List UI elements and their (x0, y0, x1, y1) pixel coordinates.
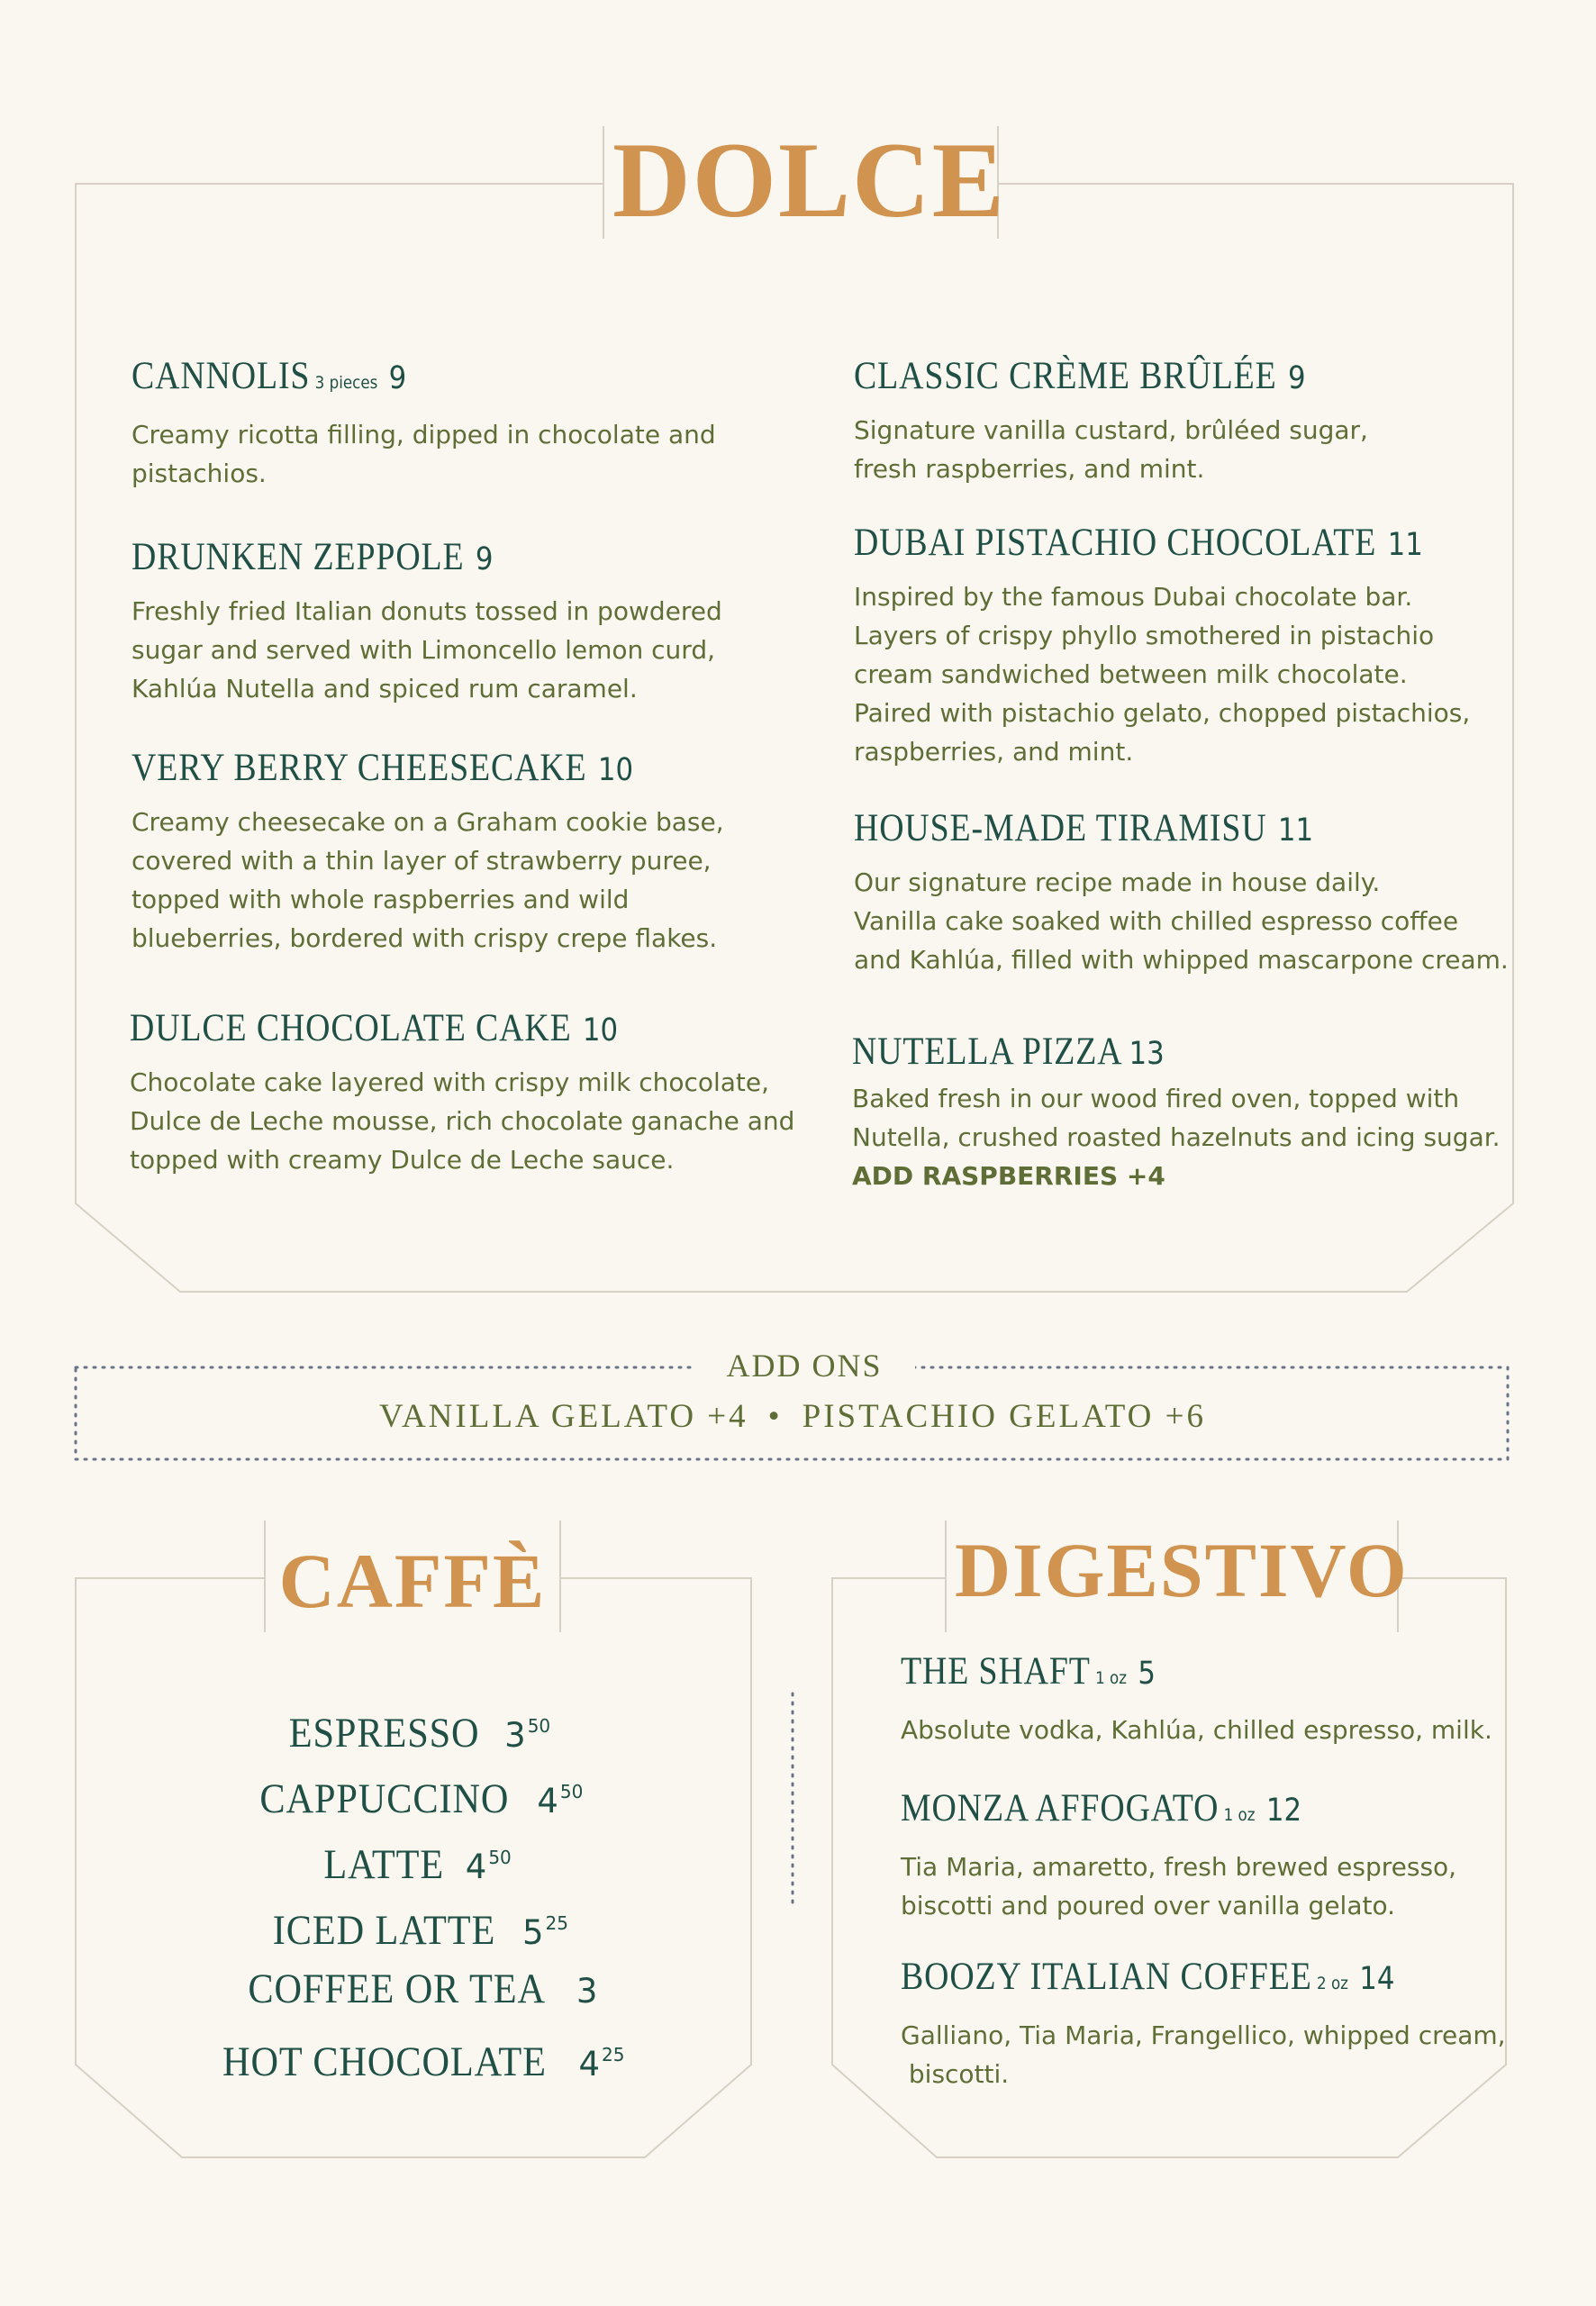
description-line: fresh raspberries, and mint. (854, 454, 1205, 484)
item-price (522, 1913, 568, 1952)
item-name: DRUNKEN ZEPPOLE (131, 536, 465, 578)
item-name: CANNOLIS (131, 355, 311, 397)
item-price (578, 2045, 624, 2084)
description-line: covered with a thin layer of strawberry puree, (131, 846, 712, 876)
item-name: CLASSIC CRÈME BRÛLÉE (854, 355, 1277, 397)
item-price: 11 (1277, 813, 1314, 849)
menu-item-nutella-pizza (852, 1027, 1501, 1195)
addon-separator: • (767, 1398, 783, 1435)
digestivo-item-boozy-italian-coffee (901, 1952, 1506, 2093)
item-title (130, 1003, 715, 1056)
item-title (901, 1647, 1421, 1703)
description-line: and Kahlúa, filled with whipped mascarpone cream. (854, 945, 1509, 975)
item-price: 9 (1287, 360, 1306, 396)
price-dollars: 3 (504, 1716, 526, 1755)
menu-item-dulce-chocolate-cake (130, 1003, 794, 1179)
item-price (504, 1716, 550, 1755)
menu-item-cannolis (131, 351, 716, 493)
item-title (852, 1027, 1422, 1079)
add-raspberries-note: ADD RASPBERRIES +4 (852, 1161, 1165, 1191)
item-name: VERY BERRY CHEESECAKE (131, 747, 587, 789)
description-line: blueberries, bordered with crispy crepe flakes. (131, 923, 718, 953)
description-line: Our signature recipe made in house daily. (854, 867, 1381, 897)
description-line: Dulce de Leche mousse, rich chocolate ganache and (130, 1106, 795, 1136)
price-dollars: 4 (578, 2045, 600, 2084)
item-description (131, 415, 716, 493)
item-price: 9 (475, 541, 494, 577)
item-name: CAPPUCCINO (259, 1775, 509, 1822)
price-cents: 25 (545, 1912, 568, 1934)
addon-pistachio-gelato: PISTACHIO GELATO +6 (802, 1398, 1206, 1435)
item-quantity: 3 pieces (314, 373, 378, 393)
description-line: Nutella, crushed roasted hazelnuts and icing sugar. (852, 1122, 1501, 1152)
price-dollars: 4 (537, 1782, 558, 1820)
description-line: topped with creamy Dulce de Leche sauce. (130, 1145, 675, 1175)
item-name: THE SHAFT (901, 1650, 1091, 1693)
description-line: topped with whole raspberries and wild (131, 885, 630, 914)
description-line: Absolute vodka, Kahlúa, chilled espresso, milk. (901, 1715, 1492, 1745)
description-line: Kahlúa Nutella and spiced rum caramel. (131, 674, 638, 704)
addon-vanilla-gelato: VANILLA GELATO +4 (379, 1398, 748, 1435)
item-description (131, 803, 724, 958)
item-title (854, 803, 1430, 856)
item-title (854, 351, 1306, 404)
price-cents: 25 (601, 2044, 625, 2065)
description-line: Freshly fried Italian donuts tossed in powdered (131, 596, 722, 626)
item-price (576, 1972, 598, 2011)
item-quantity: 1 oz (1223, 1805, 1256, 1825)
item-description (852, 1079, 1501, 1195)
item-description (901, 1848, 1456, 1925)
item-price: 10 (582, 1012, 619, 1049)
item-title (901, 1952, 1433, 2009)
item-price: 5 (1138, 1656, 1156, 1692)
item-name: DUBAI PISTACHIO CHOCOLATE (854, 522, 1377, 564)
description-line: sugar and served with Limoncello lemon curd, (131, 635, 715, 665)
caffe-item-cappuccino (81, 1759, 748, 1825)
item-name: HOUSE-MADE TIRAMISU (854, 807, 1267, 849)
item-name: ESPRESSO (288, 1710, 480, 1757)
item-quantity: 1 oz (1095, 1668, 1128, 1688)
item-name: COFFEE OR TEA (247, 1966, 546, 2012)
description-line: Creamy cheesecake on a Graham cookie base, (131, 807, 724, 837)
dolce-title: DOLCE (612, 120, 1006, 240)
item-price: 10 (597, 752, 634, 788)
item-title (854, 518, 1423, 570)
description-line: Chocolate cake layered with crispy milk chocolate, (130, 1067, 770, 1097)
item-name: BOOZY ITALIAN COFFEE (901, 1956, 1312, 1998)
item-title (131, 351, 646, 408)
digestivo-item-monza-affogato (901, 1784, 1456, 1925)
caffe-item-hot-chocolate (81, 2022, 748, 2088)
description-line: Vanilla cake soaked with chilled espresso coffee (854, 906, 1459, 936)
item-name: HOT CHOCOLATE (222, 2038, 547, 2085)
item-price (466, 1848, 512, 1886)
description-line: Signature vanilla custard, brûléed sugar, (854, 415, 1368, 445)
description-line: raspberries, and mint. (854, 737, 1134, 767)
addons-list (77, 1394, 1508, 1440)
addons-label: ADD ONS (694, 1342, 915, 1389)
item-title (131, 743, 653, 795)
price-dollars: 5 (521, 1913, 544, 1952)
item-title (131, 532, 651, 585)
item-description (854, 411, 1368, 488)
item-price: 11 (1387, 527, 1423, 563)
menu-item-house-made-tiramisu (854, 803, 1509, 979)
item-description (854, 863, 1509, 979)
description-line: Layers of crispy phyllo smothered in pistachio (854, 621, 1435, 650)
caffe-title: CAFFÈ (278, 1538, 547, 1624)
item-quantity: 2 oz (1317, 1974, 1348, 1993)
description-line: biscotti. (901, 2059, 1010, 2089)
item-name: MONZA AFFOGATO (901, 1787, 1220, 1829)
price-dollars: 3 (576, 1972, 598, 2011)
description-line: Paired with pistachio gelato, chopped pistachios, (854, 698, 1471, 728)
description-line: Creamy ricotta filling, dipped in chocolate and (131, 420, 716, 449)
item-name: LATTE (323, 1841, 445, 1888)
price-cents: 50 (559, 1781, 584, 1802)
item-name: NUTELLA PIZZA (852, 1030, 1123, 1073)
item-description (901, 1711, 1492, 1749)
description-line: Inspired by the famous Dubai chocolate bar. (854, 582, 1413, 612)
digestivo-item-the-shaft (901, 1647, 1492, 1749)
caffe-item-coffee-or-tea (81, 1956, 748, 2022)
description-line: cream sandwiched between milk chocolate. (854, 659, 1408, 689)
item-description (854, 577, 1501, 771)
description-line: pistachios. (131, 458, 267, 488)
menu-item-dubai-pistachio-chocolate (854, 518, 1501, 771)
description-line: Tia Maria, amaretto, fresh brewed espresso, (901, 1852, 1457, 1882)
description-line: Galliano, Tia Maria, Frangellico, whipped cream, (901, 2020, 1506, 2050)
price-cents: 50 (488, 1847, 512, 1868)
description-line: biscotti and poured over vanilla gelato. (901, 1891, 1395, 1920)
item-title (901, 1784, 1390, 1840)
digestivo-title: DIGESTIVO (955, 1527, 1409, 1613)
item-price: 9 (388, 360, 407, 396)
menu-item-drunken-zeppole (131, 532, 722, 708)
menu-item-very-berry-cheesecake (131, 743, 724, 958)
price-dollars: 4 (465, 1848, 487, 1886)
menu-item-classic-creme-brulee (854, 351, 1368, 488)
item-price: 13 (1129, 1036, 1165, 1072)
item-price: 12 (1265, 1793, 1302, 1829)
price-cents: 50 (527, 1715, 551, 1737)
description-line: Baked fresh in our wood fired oven, topped with (852, 1084, 1460, 1113)
caffe-item-latte (81, 1825, 748, 1891)
item-description (901, 2016, 1506, 2093)
caffe-item-iced-latte (81, 1891, 748, 1956)
item-name: DULCE CHOCOLATE CAKE (130, 1007, 572, 1049)
item-name: ICED LATTE (272, 1907, 496, 1954)
caffe-list (81, 1693, 748, 2088)
item-price (537, 1782, 583, 1820)
item-description (131, 592, 722, 708)
item-price: 14 (1359, 1961, 1395, 1997)
item-description (130, 1063, 794, 1179)
caffe-item-espresso (81, 1693, 748, 1759)
